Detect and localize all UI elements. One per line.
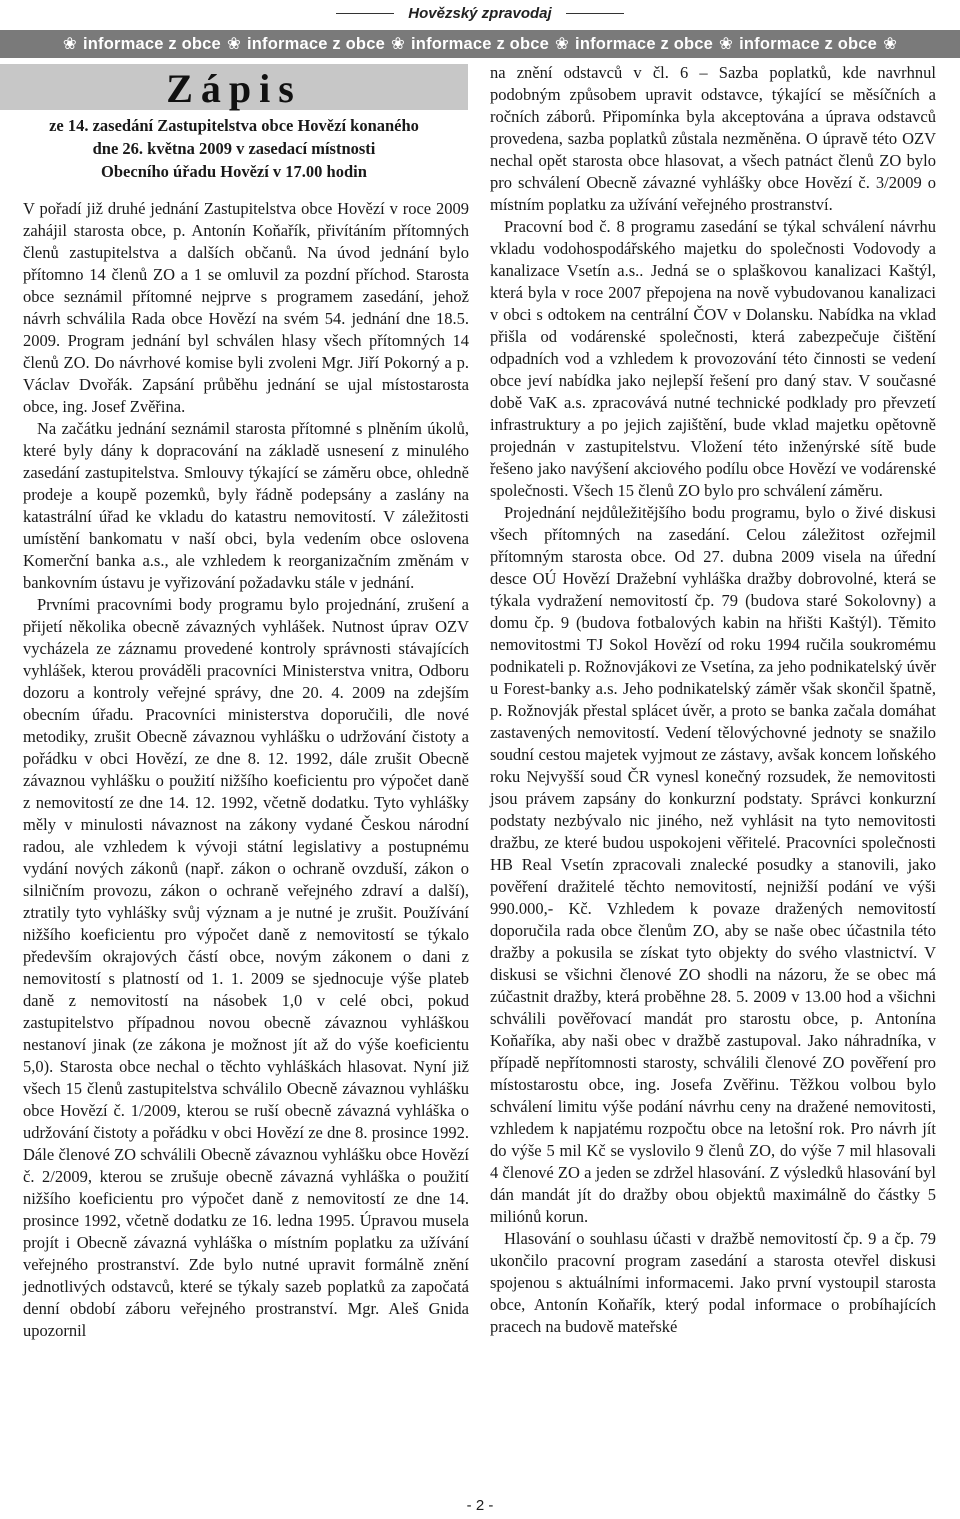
article-subtitle [0, 114, 468, 183]
banner-label: informace z obce [575, 34, 714, 53]
masthead-rule-right [566, 13, 624, 14]
paragraph: Projednání nejdůležitějšího bodu programu, bylo o živé diskusi všech přítomných na zasedání. Celou záležitost ozřejmil přítomným starosta obce. Od 27. dubna 2009 visela na úřední desce OÚ Hovězí Dražební vyhláška dražby dobrovolné, která se týkala vydražení nemovitostí čp. 79 (budova staré Sokolovny) a domu čp. 9 (budova fotbalových kabin na hřišti Kaštýl). Těmito nemovitostmi TJ Sokol Hovězí od roku 1994 ručila soukromému podnikateli p. Rožnovjákovi ze Vsetína, za jeho podnikatelský úvěr u Forest-banky a.s. Jeho podnikatelský záměr však skončil špatně, p. Rožnovják přestal splácet úvěr, a proto se banka začala domáhat zastavených nemovitostí. Vedení tělovýchovné jednoty se snažilo soudní cestou majetek vyjmout ze zástavy, avšak koncem loňského roku Nejvyšší soud ČR vynesl konečný rozsudek, že nemovitosti jsou právem zapsány do konkurzní podstaty. Správci konkurzní podstaty nezbývalo nic jiného, než vyhlásit na tyto nemovitosti dražbu, ze které budou uspokojeni věřitelé. Pracovníci společnosti HB Real Vsetín zpracovali znalecké posudky a stanovili, jako pověření dražitelé těchto nemovitostí, nejnižší podání ve výši 990.000,- Kč. Vzhledem k povaze dražených nemovitostí doporučila rada obce členům ZO, aby se naše obec účastnila této dražby a pokusila se získat tyto objekty do svého vlastnictví. V diskusi se všichni členové ZO shodli na názoru, že se obec má zúčastnit dražby, která proběhne 28. 5. 2009 v 13.00 hod a všichni schválili pověřovací mandát pro starostu obce, p. Antonína Koňaříka, aby naši obec v dražbě zastupoval. Jako náhradníka, v případě nepřítomnosti starosty, schválili členové ZO pověření pro místostarostu obce, ing. Josefa Zvěřinu. Těžkou volbou bylo schválení limitu výše podání návrhu ceny na dražené nemovitosti, vzhledem k napjatému rozpočtu obce na letošní rok. Pro návrh jít do výše 5 mil Kč se vyslovilo 9 členů ZO, do výše 7 mil hlasovali 4 členové ZO a jeden se zdržel hlasování. Z výsledků hlasování byl dán mandát jít do dražby obou objektů maximálně do částky 5 miliónů korun. [490, 503, 936, 1226]
flower-icon: ❀ [62, 35, 77, 53]
masthead-rule-left [336, 13, 394, 14]
subtitle-line: Obecního úřadu Hovězí v 17.00 hodin [101, 162, 367, 181]
title-box [0, 64, 468, 110]
section-banner [0, 30, 960, 58]
banner-label: informace z obce [82, 34, 221, 53]
banner-label: informace z obce [739, 34, 878, 53]
subtitle-line: dne 26. května 2009 v zasedací místnosti [92, 139, 376, 158]
left-column [23, 198, 469, 1342]
banner-label: informace z obce [246, 34, 385, 53]
masthead [0, 0, 960, 26]
paragraph: Prvními pracovními body programu bylo projednání, zrušení a přijetí několika obecně závazných vyhlášek. Nutnost úprav OZV vycházela ze záznamu provedené kontroly správnosti stávajících vyhlášek, kterou prováděli pracovníci Ministerstva vnitra, Odboru dozoru a kontroly veřejné správy, dne 20. 4. 2009 na zdejším obecním úřadu. Pracovníci ministerstva doporučili, dle nové metodiky, zrušit Obecně závaznou vyhlášku o udržování čistoty a pořádku v obci Hovězí, ze dne 8. 12. 1992, dále zrušit Obecně závaznou vyhlášku o použití nižšího koeficientu pro výpočet daně z nemovitostí ze dne 14. 12. 1992, včetně dodatku. Tyto vyhlášky měly v minulosti návaznost na zákony vydané Českou národní radou, ale vzhledem k vývoji státní legislativy a postupnému vydání nových zákonů (např. zákon o ochraně ovzduší, zákon o silničním provozu, zákon o ochraně veřejného zdraví a další), ztratily tyto vyhlášky svůj význam a je nutné je zrušit. Používání nižšího koeficientu pro výpočet daně z nemovitostí se týkalo především okrajových částí obce, novým zákonem o dani z nemovitostí s platností od 1. 1. 2009 se sjednocuje výše plateb daně z nemovitostí na násobek 1,0 v celé obci, pokud zastupitelstvo případnou novou obecně závaznou vyhláškou nestanoví jinak (ze zákona je možnost jít až do výše koeficientu 5,0). Starosta obce nechal o těchto vyhláškách hlasovat. Nyní již všech 15 členů zastupitelstva schválilo Obecně závaznou vyhlášku obce Hovězí č. 1/2009, kterou se ruší obecně závazná vyhláška o udržování čistoty a pořádku v obci Hovězí ze dne 8. prosince 1992. Dále členové ZO schválili Obecně závaznou vyhlášku obce Hovězí č. 2/2009, kterou se zrušuje obecně závazná vyhláška o použití nižšího koeficientu pro výpočet daně z nemovitostí ze dne 14. prosince 1992, včetně dodatku ze 16. ledna 1995. Úpravou musela projít i Obecně závazná vyhláška o místním poplatku za užívání veřejného prostranství. Zde bylo nutné upravit formálně znění jednotlivých odstavců, které se týkaly sazeb poplatků za započatá denní období záboru veřejného prostranství. Mgr. Aleš Gnida upozornil [23, 595, 469, 1340]
subtitle-line: ze 14. zasedání Zastupitelstva obce Hovězí konaného [49, 116, 419, 135]
paragraph: Pracovní bod č. 8 programu zasedání se týkal schválení návrhu vkladu vodohospodářského majetku do společnosti Vodovody a kanalizace Vsetín a.s.. Jedná se o splaškovou kanalizaci Kaštýl, která byla v roce 2007 přepojena na nově vybudovanou kanalizaci v obci s odtokem na centrální ČOV v Dolansku. Nabídka na vklad přišla od vodárenské společnosti, která zabezpečuje čištění odpadních vod a vzhledem k provozování této činnosti se vedení obce jeví nabídka jako nejlepší řešení pro daný stav. V současné době VaK a.s. zpracovává nutné technické podklady pro převzetí infrastruktury a po jejich zajištění, bude vklad majetku opětovně projednán v zastupitelstvu. Vložení této inženýrské sítě bude řešeno jako navýšení akciového podílu obce Hovězí ve vodárenské společnosti. Všech 15 členů ZO bylo pro schválení záměru. [490, 217, 936, 500]
flower-icon: ❀ [555, 35, 570, 53]
paragraph: V pořadí již druhé jednání Zastupitelstva obce Hovězí v roce 2009 zahájil starosta obce, p. Antonín Koňařík, přivítáním přítomných členů zastupitelstva a dalších občanů. Na úvod jednání bylo přítomno 14 členů ZO a 1 se omluvil za pozdní příchod. Starosta obce seznámil přítomné nejprve s programem zasedání, jehož návrh schválila Rada obce Hovězí na svém 54. jednání dne 18.5. 2009. Program jednání byl schválen hlasy všech přítomných 14 členů ZO. Do návrhové komise byli zvoleni Mgr. Jiří Pokorný a p. Václav Dvořák. Zapsání průběhu jednání se ujal místostarosta obce, ing. Josef Zvěřina. [23, 199, 469, 416]
banner-label: informace z obce [411, 34, 549, 53]
flower-icon: ❀ [390, 35, 405, 53]
page-number: - 2 - [466, 1497, 494, 1514]
flower-icon: ❀ [883, 35, 898, 53]
publication-name: Hovězský zpravodaj [408, 4, 552, 22]
article-title: Zápis [166, 66, 302, 111]
paragraph: Na začátku jednání seznámil starosta přítomné s plněním úkolů, které byly dány k dopracování na základě usnesení z minulého zasedání zastupitelstva. Smlouvy týkající se záměru obce, ohledně prodeje a koupě pozemků, byly řádně podepsány a zaslány na katastrální úřad ke vkladu do katastru nemovitostí. V záležitosti umístění bankomatu v naší obci, byla vedením obce oslovena Komerční banka a.s., ale vzhledem k reorganizačním změnám v bankovním ústavu je vyřizování požadavku stále v jednání. [23, 419, 469, 592]
right-column [490, 62, 936, 1338]
paragraph: na znění odstavců v čl. 6 – Sazba poplatků, kde navrhnul podobným způsobem upravit odstavce, týkající se měsíčních a ročních záborů. Připomínka byla akceptována a úprava odstavců provedena, sazba poplatků zůstala nezměněna. O úpravě této OZV nechal opět starosta obce hlasovat, a všech patnáct členů ZO bylo pro schválení Obecně závazné vyhlášky obce Hovězí č. 3/2009 o místním poplatku za užívání veřejného prostranství. [490, 63, 936, 214]
flower-icon: ❀ [719, 35, 734, 53]
paragraph: Hlasování o souhlasu účasti v dražbě nemovitostí čp. 9 a čp. 79 ukončilo pracovní program zasedání a starosta otevřel diskusi spojenou s aktuálními informacemi. Jako první vystoupil starosta obce, Antonín Koňařík, který podal informace o probíhajících pracech na budově mateřské [490, 1229, 936, 1336]
flower-icon: ❀ [226, 35, 241, 53]
